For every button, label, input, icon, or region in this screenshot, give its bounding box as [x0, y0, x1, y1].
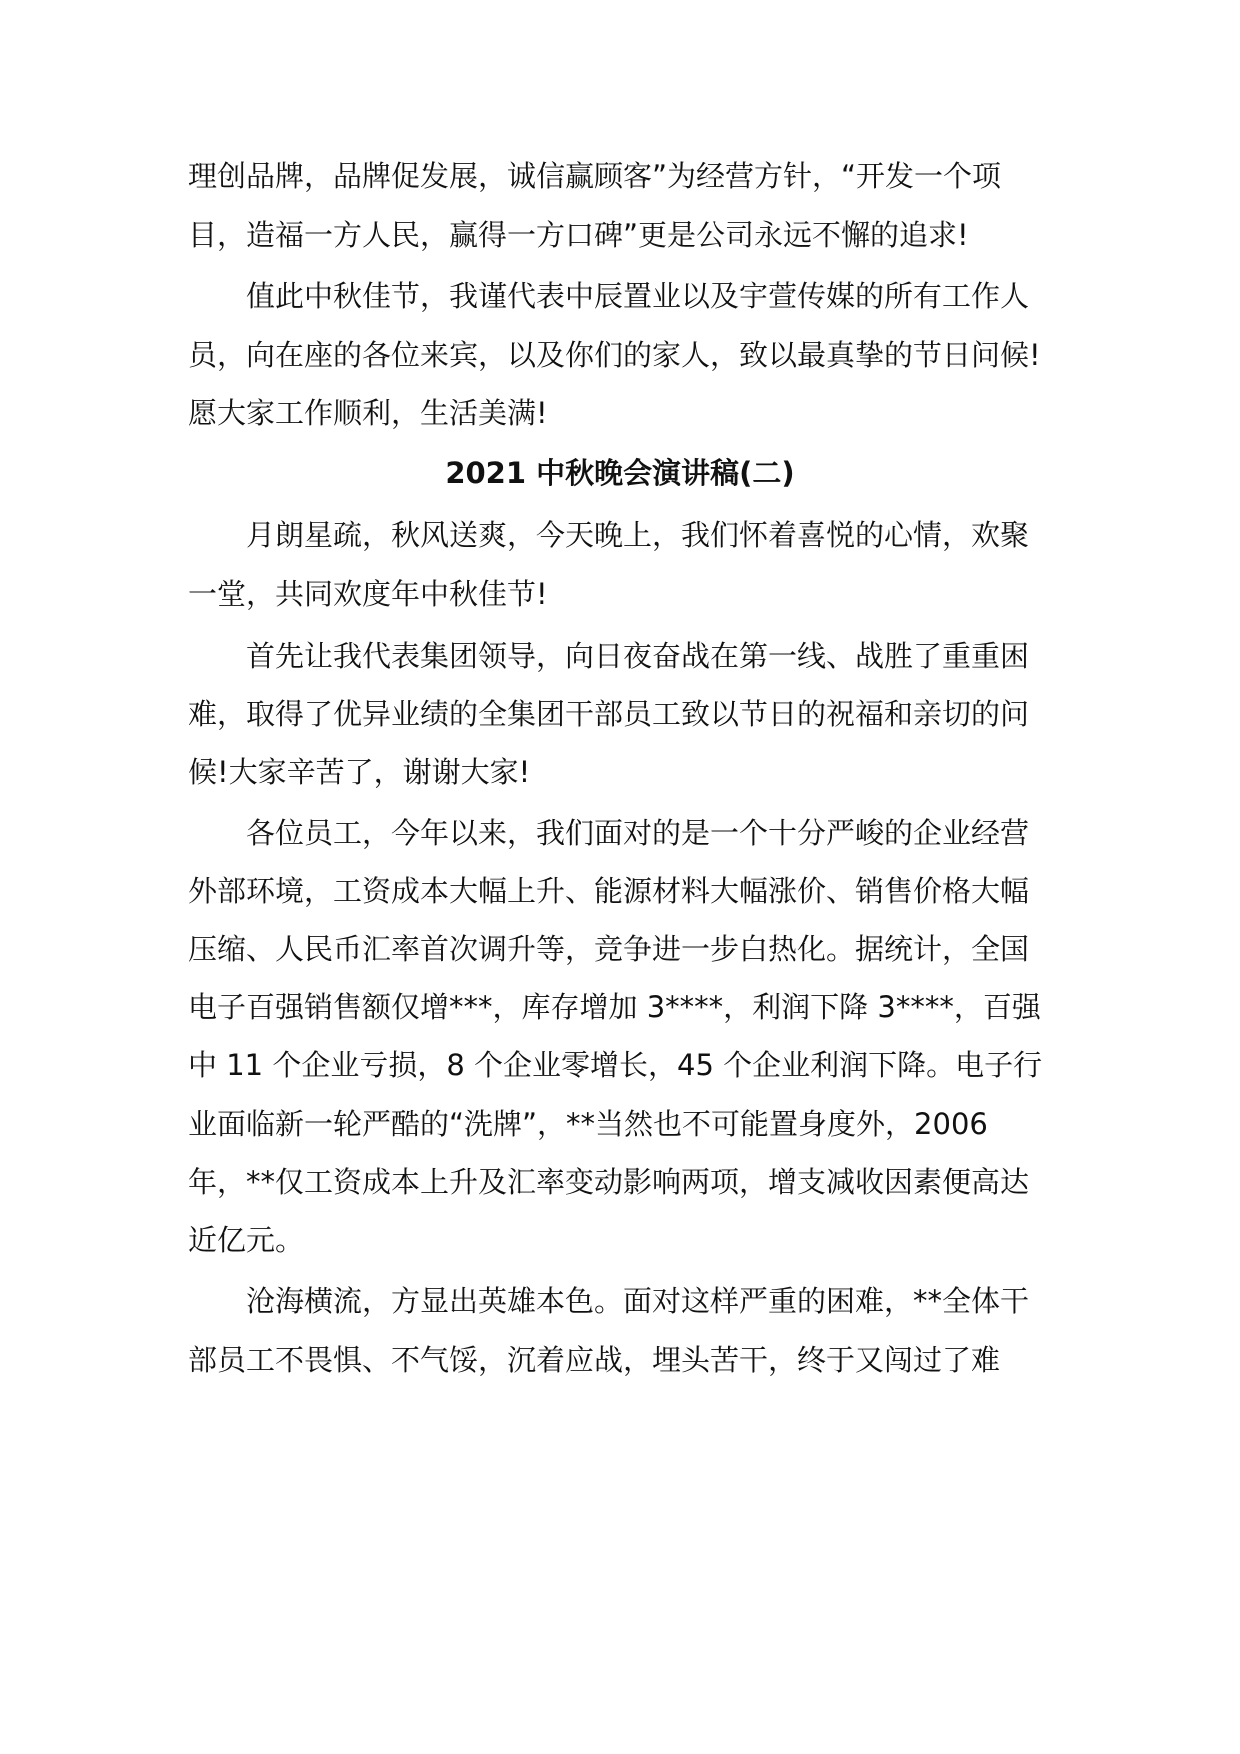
paragraph-line: 中 11 个企业亏损，8 个企业零增长，45 个企业利润下降。电子行	[188, 1048, 1043, 1082]
paragraph-line: 理创品牌，品牌促发展，诚信赢顾客”为经营方针，“开发一个项	[188, 159, 1002, 193]
paragraph-line: 部员工不畏惧、不气馁，沉着应战，埋头苦干，终于又闯过了难	[188, 1343, 1001, 1377]
paragraph-line: 电子百强销售额仅增***，库存增加 3****，利润下降 3****，百强	[188, 990, 1041, 1024]
section-title: 2021 中秋晚会演讲稿(二)	[445, 456, 795, 490]
paragraph-line: 近亿元。	[188, 1223, 305, 1257]
paragraph-line: 年，**仅工资成本上升及汇率变动影响两项，增支减收因素便高达	[188, 1165, 1030, 1199]
paragraph-line: 首先让我代表集团领导，向日夜奋战在第一线、战胜了重重困	[188, 639, 1030, 673]
paragraph-line: 沧海横流，方显出英雄本色。面对这样严重的困难，**全体干	[188, 1284, 1030, 1318]
paragraph-line: 目，造福一方人民，赢得一方口碑”更是公司永远不懈的追求!	[188, 218, 969, 252]
paragraph-line: 月朗星疏，秋风送爽，今天晚上，我们怀着喜悦的心情，欢聚	[188, 518, 1030, 552]
paragraph-line: 外部环境，工资成本大幅上升、能源材料大幅涨价、销售价格大幅	[188, 874, 1030, 908]
paragraph-line: 各位员工，今年以来，我们面对的是一个十分严峻的企业经营	[188, 816, 1030, 850]
paragraph-line: 难，取得了优异业绩的全集团干部员工致以节日的祝福和亲切的问	[188, 697, 1030, 731]
paragraph-line: 值此中秋佳节，我谨代表中辰置业以及宇萱传媒的所有工作人	[188, 279, 1030, 313]
paragraph-line: 候!大家辛苦了，谢谢大家!	[188, 755, 531, 789]
paragraph-line: 一堂，共同欢度年中秋佳节!	[188, 577, 548, 611]
paragraph-line: 压缩、人民币汇率首次调升等，竞争进一步白热化。据统计，全国	[188, 932, 1030, 966]
paragraph-line: 业面临新一轮严酷的“洗牌”，**当然也不可能置身度外，2006	[188, 1107, 988, 1141]
paragraph-line: 愿大家工作顺利，生活美满!	[188, 396, 548, 430]
paragraph-line: 员，向在座的各位来宾，以及你们的家人，致以最真挚的节日问候!	[188, 338, 1041, 372]
